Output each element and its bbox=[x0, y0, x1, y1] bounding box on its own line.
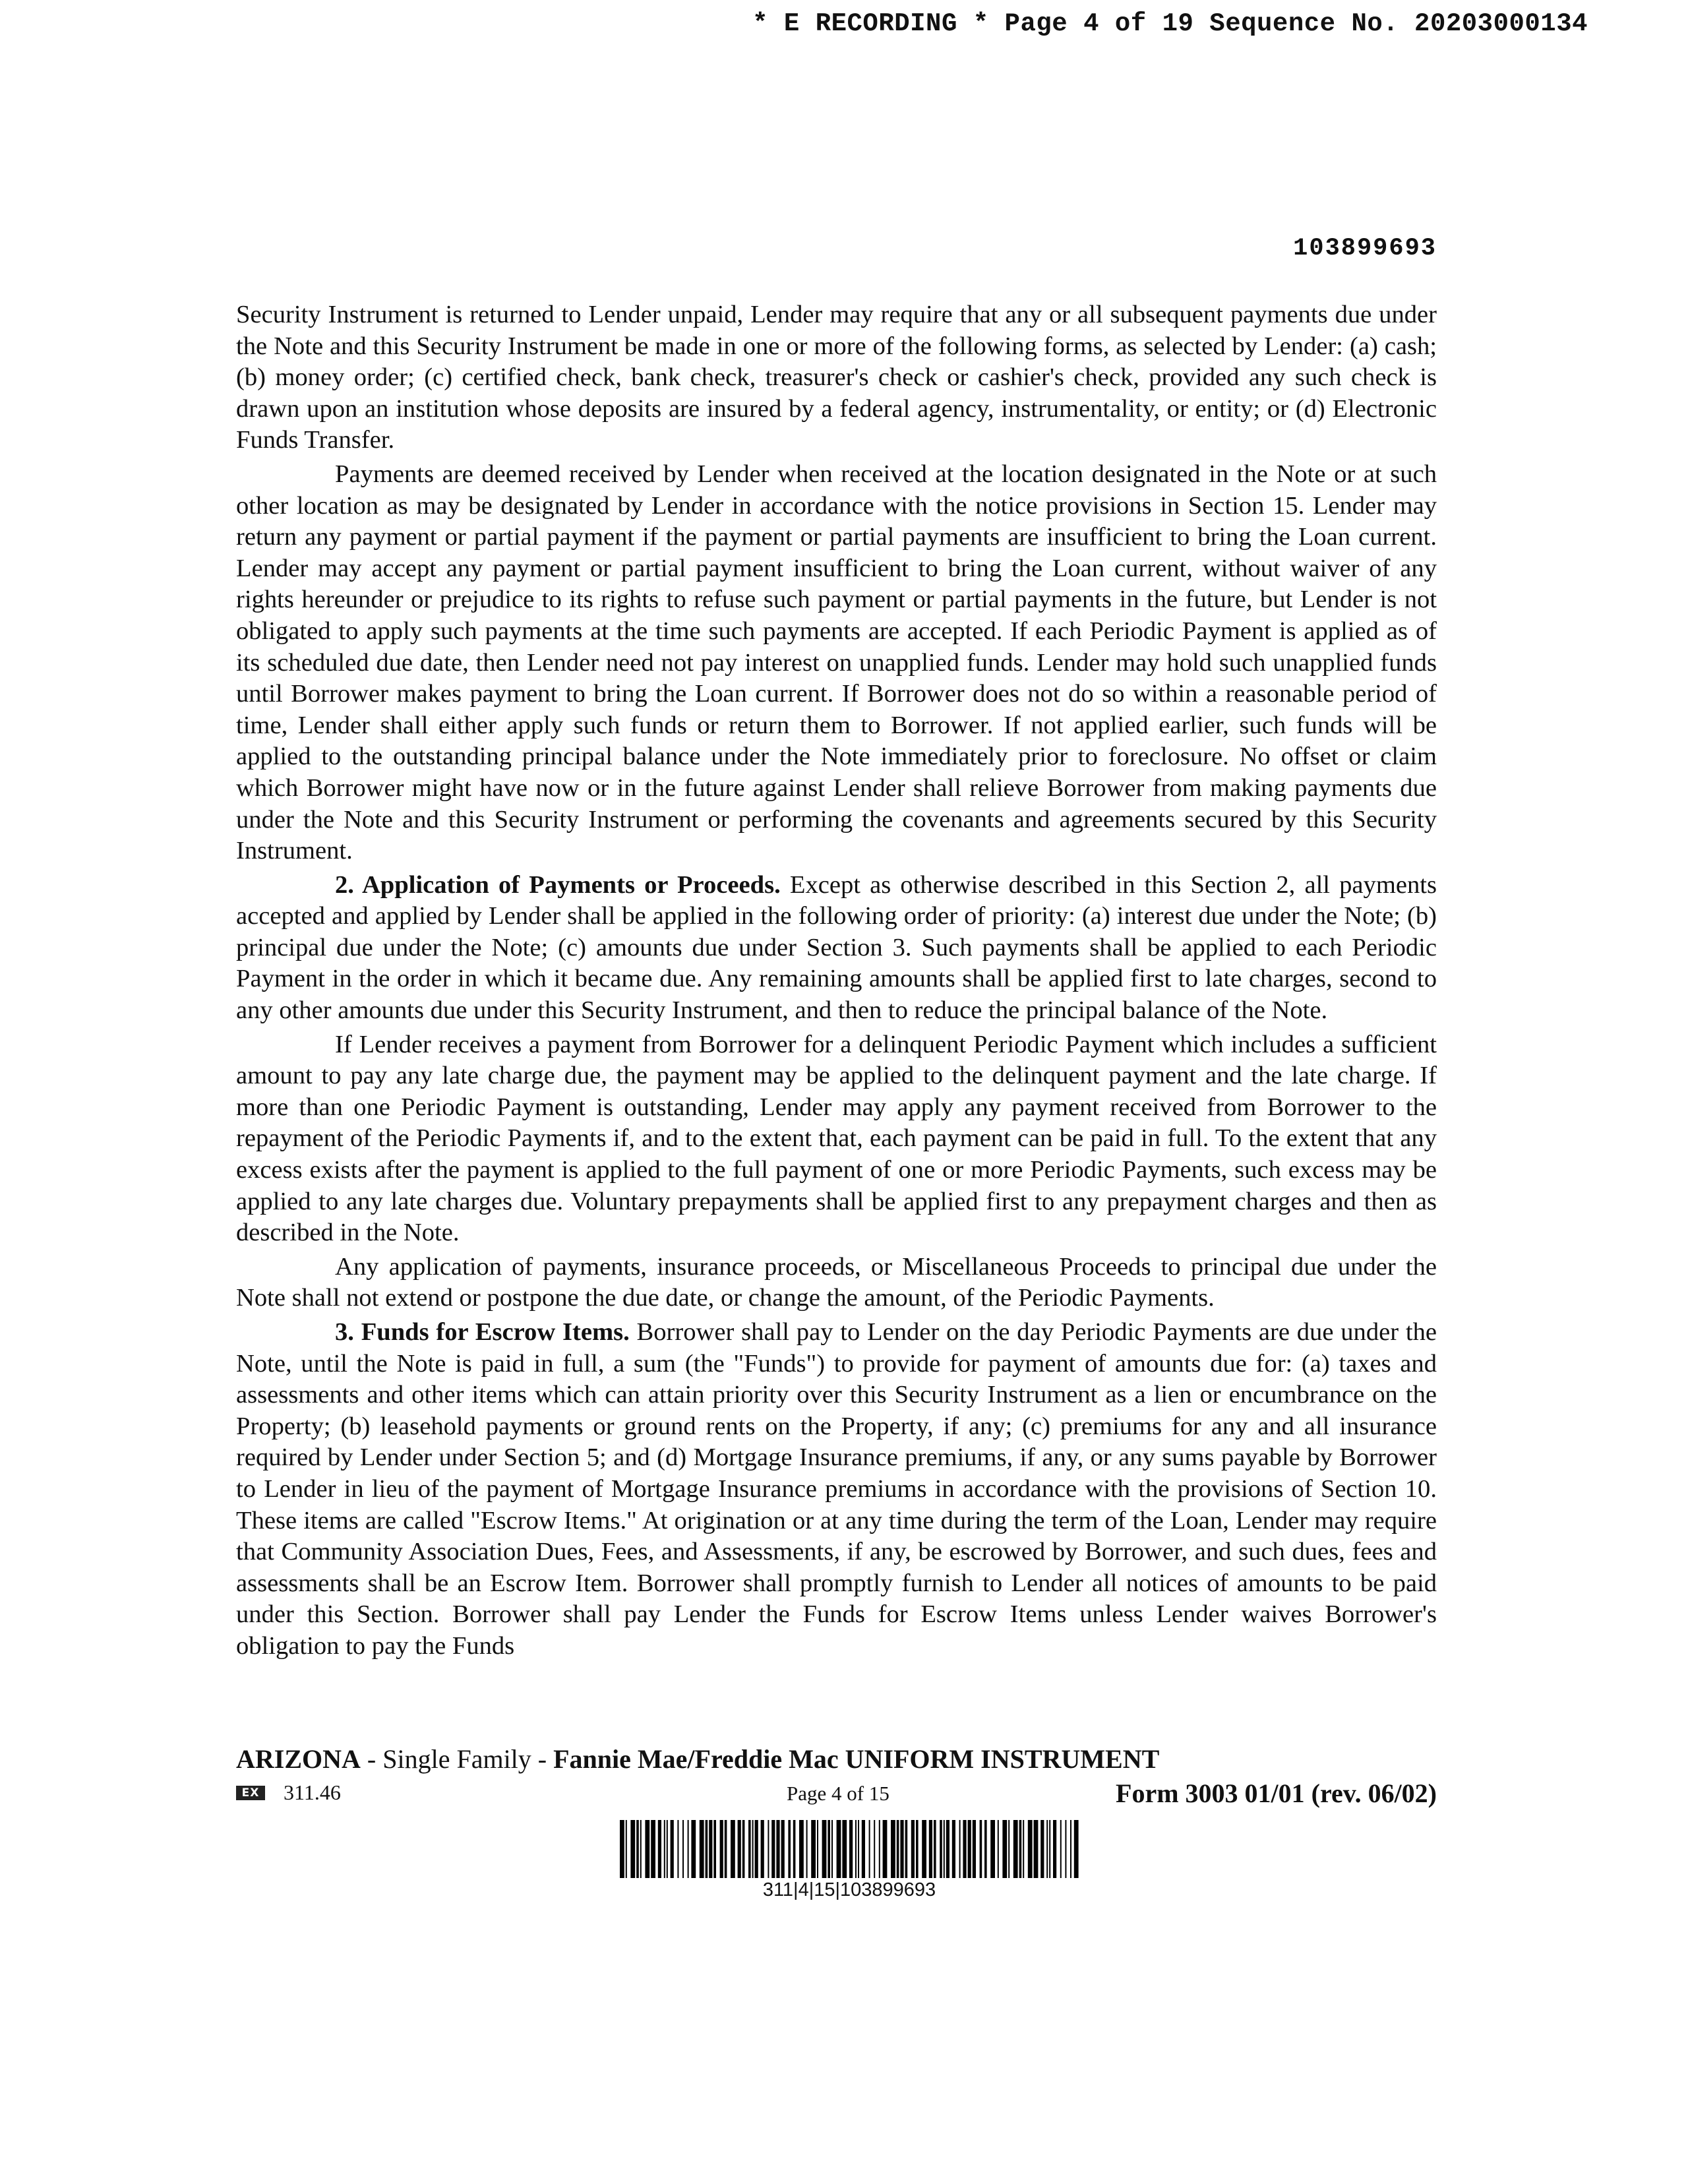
paragraph-delinquent-payment: If Lender receives a payment from Borrower for a delinquent Periodic Payment which includes a sufficient amount to pay any late charge due, the payment may be applied to the delinquent payment and the late charge. If more than one Periodic Payment is outstanding, Lender may apply any payment received from Borrower to the repayment of the Periodic Payments if, and to the extent that, each payment can be paid in full. To the extent that any excess exists after the payment is applied to the full payment of one or more Periodic Payments, such excess may be applied to any late charges due. Voluntary prepayments shall be applied first to any prepayment charges and then as described in the Note. bbox=[236, 1030, 1437, 1247]
barcode-text: 311|4|15|103899693 bbox=[762, 1879, 936, 1900]
paragraph-application-of-proceeds: Any application of payments, insurance proceeds, or Miscellaneous Proceeds to principal due under the Note shall not extend or postpone the due date, or change the amount, of the Periodic Payments. bbox=[236, 1252, 1437, 1312]
footer-separator: - Single Family - bbox=[360, 1744, 554, 1774]
paragraph-payment-forms: Security Instrument is returned to Lender unpaid, Lender may require that any or all subsequent payments due under the Note and this Security Instrument be made in one or more of the following forms, as selected by Lender: (a) cash; (b) money order; (c) certified check, bank check, treasurer's check or cashier's check, provided any such check is drawn upon an institution whose deposits are insured by a federal agency, instrumentality, or entity; or (d) Electronic Funds Transfer. bbox=[236, 301, 1437, 454]
form-number: Form 3003 01/01 (rev. 06/02) bbox=[1116, 1778, 1437, 1808]
recording-header: * E RECORDING * Page 4 of 19 Sequence No. 20203000134 bbox=[752, 9, 1588, 38]
footer-instrument-name: Fannie Mae/Freddie Mac UNIFORM INSTRUMENT bbox=[553, 1744, 1160, 1774]
footer-state: ARIZONA bbox=[236, 1744, 361, 1774]
section-3-heading: 3. Funds for Escrow Items. bbox=[335, 1318, 630, 1346]
section-2-heading: 2. Application of Payments or Proceeds. bbox=[335, 870, 781, 899]
barcode-icon bbox=[620, 1820, 1079, 1878]
section-2-body: Except as otherwise described in this Section 2, all payments accepted and applied by Lender shall be applied in the following order of priority: (a) interest due under the Note; (b) principal due under the Note; (c) amounts due under Section 3. Such payments shall be applied to each Periodic Payment in the order in which it became due. Any remaining amounts shall be applied first to late charges, second to any other amounts due under this Security Instrument, and then to reduce the principal balance of the Note. bbox=[236, 870, 1437, 1025]
ellie-mae-logo-icon: EX bbox=[236, 1786, 265, 1800]
page-indicator: Page 4 of 15 bbox=[787, 1782, 889, 1805]
section-2-application-of-payments bbox=[236, 870, 1437, 1027]
footer-row bbox=[236, 1780, 1437, 1813]
paragraph-payments-received: Payments are deemed received by Lender when received at the location designated in the Note or at such other location as may be designated by Lender in accordance with the notice provisions in Section 15. Lender may return any payment or partial payment if the payment or partial payments are insufficient to bring the Loan current. Lender may accept any payment or partial payment insufficient to bring the Loan current, without waiver of any rights hereunder or prejudice to its rights to refuse such payment or partial payments in the future, but Lender is not obligated to apply such payments at the time such payments are accepted. If each Periodic Payment is applied as of its scheduled due date, then Lender need not pay interest on unapplied funds. Lender may hold such unapplied funds until Borrower makes payment to bring the Loan current. If Borrower does not do so within a reasonable period of time, Lender shall either apply such funds or return them to Borrower. If not applied earlier, such funds will be applied to the outstanding principal balance under the Note immediately prior to foreclosure. No offset or claim which Borrower might have now or in the future against Lender shall relieve Borrower from making payments due under the Note and this Security Instrument or performing the covenants and agreements secured by this Security Instrument. bbox=[236, 460, 1437, 865]
section-3-funds-for-escrow bbox=[236, 1317, 1437, 1662]
section-3-body: Borrower shall pay to Lender on the day Periodic Payments are due under the Note, until the Note is paid in full, a sum (the "Funds") to provide for payment of amounts due for: (a) taxes and assessments and other items which can attain priority over this Security Instrument as a lien or encumbrance on the Property; (b) leasehold payments or ground rents on the Property, if any; (c) premiums for any and all insurance required by Lender under Section 5; and (d) Mortgage Insurance premiums, if any, or any sums payable by Borrower to Lender in lieu of the payment of Mortgage Insurance premiums in accordance with the provisions of Section 10. These items are called "Escrow Items." At origination or at any time during the term of the Loan, Lender may require that Community Association Dues, Fees, and Assessments, if any, be escrowed by Borrower, and such dues, fees and assessments shall be an Escrow Item. Borrower shall promptly furnish to Lender all notices of amounts to be paid under this Section. Borrower shall pay Lender the Funds for Escrow Items unless Lender waives Borrower's obligation to pay the Funds bbox=[236, 1318, 1437, 1660]
footer-instrument-title bbox=[236, 1744, 1159, 1774]
form-code: 311.46 bbox=[284, 1780, 341, 1804]
loan-number: 103899693 bbox=[1293, 235, 1437, 262]
document-body bbox=[236, 299, 1437, 1665]
